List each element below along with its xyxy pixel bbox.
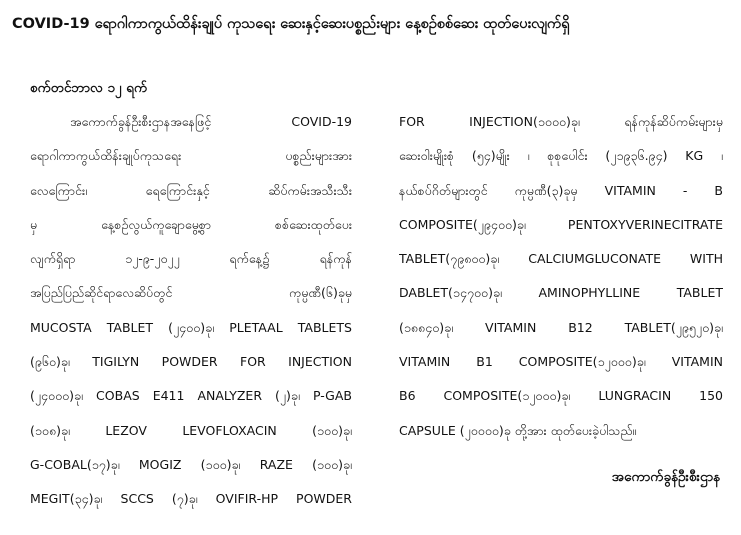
body-line: နယ်စပ်ဂိတ်များတွင် ကုမ္ပဏီ(၃)ခုမှ VITAMIN - B [399,182,723,198]
body-left-column [30,105,352,517]
body-line: MUCOSTA TABLET (၂၄၀၀)ခု၊ PLETAAL TABLETS [30,319,352,335]
body-line: B6 COMPOSITE(၁၂၀၀၀)ခု၊ LUNGRACIN 150 [399,388,723,404]
body-line: G-COBAL(၁၇)ခု၊ MOGIZ (၁၀၀)ခု၊ RAZE (၁၀၀)ခု၊ [30,456,352,472]
body-line: TABLET(၇၉၈၀၀)ခု၊ CALCIUMGLUCONATE WITH [399,251,723,267]
body-line: (၁၈၈၄၀)ခု၊ VITAMIN B12 TABLET(၂၉၅၂၀)ခု၊ [399,319,723,335]
body-line: (၁၀၈)ခု၊ LEZOV LEVOFLOXACIN (၁၀၀)ခု၊ [30,422,352,438]
headline: COVID-19 ရောဂါကာကွယ်ထိန်းချုပ် ကုသရေး ဆေးနှင့်ဆေးပစ္စည်းများ နေ့စဉ်စစ်ဆေး ထုတ်ပေးလျက်ရှိ [12,16,570,32]
body-line: CAPSULE (၂၀၀၀၀)ခု တို့အား ထုတ်ပေးခဲ့ပါသည်။ [399,422,637,438]
date-line: စက်တင်ဘာလ ၁၂ ရက် [30,80,148,96]
body-line: (၂၄၀၀၀)ခု၊ COBAS E411 ANALYZER (၂)ခု၊ P-GAB [30,388,352,404]
body-line: DABLET(၁၄၇၀၀)ခု၊ AMINOPHYLLINE TABLET [399,285,723,301]
body-line: အကောက်ခွန်ဦးစီးဌာနအနေဖြင့် COVID-19 [70,114,352,129]
body-line: (၉၆၀)ခု၊ TIGILYN POWDER FOR INJECTION [30,354,352,370]
body-line: လေကြောင်း၊ ရေကြောင်းနှင့် ဆိပ်ကမ်းအသီးသီး [30,182,352,198]
body-line: ဆေးဝါးမျိုးစုံ (၅၄)မျိုး ၊ စုစုပေါင်း (၂၁၉၃၆.၉၄) KG ၊ [399,148,723,164]
body-right-column [399,105,723,448]
body-line: MEGIT(၃၄)ခု၊ SCCS (၇)ခု၊ OVIFIR-HP POWDER [30,491,352,507]
body-line: VITAMIN B1 COMPOSITE(၁၂၀၀၀)ခု၊ VITAMIN [399,354,723,370]
body-line: အပြည်ပြည်ဆိုင်ရာလေဆိပ်တွင် ကုမ္ပဏီ(၆)ခုမှ [30,285,352,301]
body-line: လျက်ရှိရာ ၁၂-၉-၂၀၂၂ ရက်နေ့၌ ရန်ကုန် [30,251,352,267]
body-line: FOR INJECTION(၁၀၀၀)ခု၊ ရန်ကုန်ဆိပ်ကမ်းများမှ [399,114,723,129]
body-line: COMPOSITE(၂၉၄၀၀)ခု၊ PENTOXYVERINECITRATE [399,216,723,232]
signature: အကောက်ခွန်ဦးစီးဌာန [611,469,720,485]
body-line: ရောဂါကာကွယ်ထိန်းချုပ်ကုသရေး ပစ္စည်းများအား [30,148,352,164]
body-line: မှ နေ့စဉ်လွယ်ကူချောမွေ့စွာ စစ်ဆေးထုတ်ပေး [30,216,352,232]
